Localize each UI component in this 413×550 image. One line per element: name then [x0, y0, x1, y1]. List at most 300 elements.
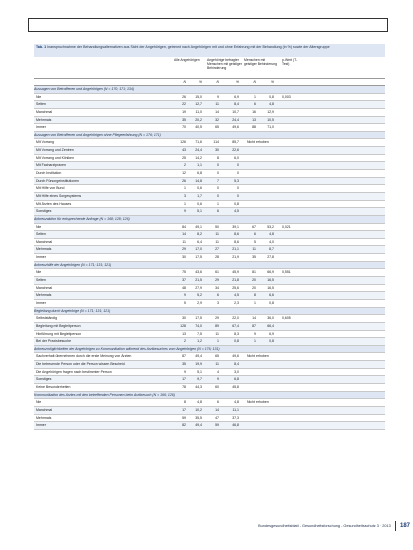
- cell-n-relatives: 11: [215, 102, 219, 107]
- table-row: [34, 277, 385, 285]
- header-relatives-surveyed: Angehörige befragter Menschen mit geistiger Behinderung: [207, 58, 242, 71]
- table-row: [34, 178, 385, 186]
- cell-p-value: [278, 277, 303, 284]
- cell-n-relatives: 0: [217, 163, 219, 168]
- cell-n-relatives: 11: [215, 362, 219, 367]
- row-label: Hinführung mit Begleitperson: [36, 331, 82, 336]
- row-label: Immer: [36, 125, 46, 130]
- row-label: Nie: [36, 224, 42, 229]
- cell-n-all: 26: [182, 178, 186, 183]
- cell-pct-all: 17,5: [195, 316, 202, 321]
- cell-pct-all: 9,7: [197, 377, 202, 382]
- table-row: [34, 239, 385, 247]
- cell-n-relatives: 28: [215, 255, 219, 260]
- cell-n-disabled: 81: [252, 270, 256, 275]
- table-header: [34, 57, 385, 79]
- cell-n-relatives: 6: [217, 400, 219, 405]
- cell-n-relatives: 29: [215, 278, 219, 283]
- cell-pct-relatives: 21,8: [232, 278, 239, 283]
- cell-n-all: 1: [184, 186, 186, 191]
- cell-n-all: 11: [182, 239, 186, 244]
- cell-not-collected: [243, 369, 303, 376]
- table-row: [34, 94, 385, 102]
- table-row: [34, 407, 385, 415]
- table-row: [34, 254, 385, 262]
- cell-n-all: 126: [180, 140, 186, 145]
- cell-pct-relatives: 6,8: [234, 377, 239, 382]
- table-row: [34, 147, 385, 155]
- cell-n-all: 59: [182, 415, 186, 420]
- cell-pct-relatives: 46,8: [232, 423, 239, 428]
- cell-n-all: 17: [182, 377, 186, 382]
- row-label: Nie: [36, 400, 42, 405]
- cell-pct-relatives: 8,3: [234, 331, 239, 336]
- cell-p-value: [278, 117, 303, 124]
- cell-not-collected: [243, 147, 303, 154]
- table-row: [34, 208, 385, 216]
- cell-n-disabled: 6: [254, 102, 256, 107]
- cell-not-collected: Nicht erhoben: [247, 140, 269, 145]
- row-label: Mit Vorrang und Zentren: [36, 148, 74, 153]
- section-label: Aussagen von Betroffenen und Angehörigen (N = 170; 171; 134): [34, 87, 134, 91]
- row-label: Immer: [36, 300, 46, 305]
- cell-pct-disabled: 6,6: [269, 293, 274, 298]
- cell-not-collected: Nicht erhoben: [247, 400, 269, 405]
- cell-n-relatives: 11: [215, 232, 219, 237]
- row-label: Mit Vorrang: [36, 140, 54, 145]
- table-row: [34, 170, 385, 178]
- footer-source: Bundesgesundheitsblatt - Gesundheitsforschung - Gesundheitsschutz 3 · 2013: [258, 524, 391, 528]
- cell-pct-relatives: 3,0: [234, 369, 239, 374]
- cell-pct-relatives: 25,6: [232, 285, 239, 290]
- section-label: Begleitung durch Angehörige (N = 171; 131; 121): [34, 308, 111, 313]
- cell-p-value: [278, 331, 303, 338]
- row-label: Manchmal: [36, 407, 53, 412]
- cell-n-disabled: 87: [252, 323, 256, 328]
- cell-n-all: 1: [184, 201, 186, 206]
- cell-pct-all: 15,0: [195, 94, 202, 99]
- cell-pct-relatives: 11,1: [232, 407, 239, 412]
- cell-pct-disabled: 0,8: [269, 300, 274, 305]
- cell-n-all: 35: [182, 117, 186, 122]
- table-row: [34, 155, 385, 163]
- cell-not-collected: [243, 415, 303, 422]
- cell-pct-disabled: 53,2: [267, 224, 274, 229]
- section-label: Kommunikation des Arztes mit den betreffenden Personen beim Arztbesuch (N = 166; 126): [34, 392, 175, 397]
- cell-pct-relatives: 0: [237, 163, 239, 168]
- cell-pct-all: 17,5: [195, 255, 202, 260]
- row-label: Immer: [36, 423, 46, 428]
- row-label: Mit Hilfe von Bund: [36, 186, 65, 191]
- cell-n-all: 14: [182, 232, 186, 237]
- table-row: [34, 117, 385, 125]
- cell-pct-all: 14,2: [195, 155, 202, 160]
- units-blank: [34, 79, 173, 85]
- table-row: [34, 376, 385, 384]
- cell-pct-disabled: 4,8: [269, 232, 274, 237]
- cell-pct-relatives: 0: [237, 186, 239, 191]
- cell-p-value: [278, 239, 303, 246]
- row-label: Bei der Praxisbesuche: [36, 339, 72, 344]
- row-label: Manchmal: [36, 285, 53, 290]
- cell-pct-all: 5,1: [197, 369, 202, 374]
- cell-n-disabled: 14: [252, 316, 256, 321]
- row-label: Mit Hilfe eines Sorgesystems: [36, 193, 82, 198]
- cell-n-disabled: 11: [252, 247, 256, 252]
- cell-n-relatives: 29: [215, 316, 219, 321]
- cell-pct-all: 12,7: [195, 102, 202, 107]
- cell-pct-all: 4,8: [197, 400, 202, 405]
- cell-n-relatives: 9: [217, 94, 219, 99]
- cell-n-all: 30: [182, 316, 186, 321]
- cell-n-all: 70: [182, 125, 186, 130]
- table-row: [34, 422, 385, 430]
- cell-n-all: 9: [184, 369, 186, 374]
- cell-n-disabled: 13: [252, 117, 256, 122]
- cell-pct-all: 0,6: [197, 201, 202, 206]
- cell-n-relatives: 14: [215, 407, 219, 412]
- cell-n-all: 87: [182, 354, 186, 359]
- cell-not-collected: [243, 384, 303, 391]
- cell-pct-all: 17,0: [195, 247, 202, 252]
- section-row: [34, 346, 385, 354]
- cell-n-all: 35: [182, 362, 186, 367]
- table-row: [34, 338, 385, 346]
- cell-pct-relatives: 4,8: [234, 400, 239, 405]
- cell-p-value: 0,021: [282, 224, 291, 229]
- cell-n-all: 82: [182, 423, 186, 428]
- caption-label: Tab. 1: [36, 45, 47, 49]
- cell-n-all: 29: [182, 247, 186, 252]
- cell-pct-all: 14,8: [195, 178, 202, 183]
- table-row: [34, 231, 385, 239]
- cell-not-collected: [243, 376, 303, 383]
- unit-percent: %: [235, 80, 239, 84]
- page-footer: [200, 521, 410, 531]
- cell-not-collected: [243, 170, 303, 177]
- cell-pct-relatives: 22,0: [232, 316, 239, 321]
- cell-pct-disabled: 36,0: [267, 316, 274, 321]
- section-row: [34, 392, 385, 400]
- cell-n-relatives: 7: [217, 178, 219, 183]
- cell-pct-all: 5,2: [197, 293, 202, 298]
- row-label: Die betreuende Person oder die Person wissen Bescheid: [36, 362, 125, 367]
- cell-n-disabled: 20: [252, 278, 256, 283]
- cell-pct-relatives: 4,5: [234, 209, 239, 214]
- cell-pct-relatives: 21,9: [232, 255, 239, 260]
- cell-not-collected: [243, 185, 303, 192]
- table-row: [34, 315, 385, 323]
- row-label: Nie: [36, 270, 42, 275]
- cell-n-relatives: 0: [217, 171, 219, 176]
- cell-n-relatives: 3: [217, 300, 219, 305]
- cell-not-collected: [243, 422, 303, 429]
- cell-n-all: 12: [182, 171, 186, 176]
- cell-n-relatives: 59: [215, 423, 219, 428]
- cell-pct-relatives: 39,1: [232, 224, 239, 229]
- cell-pct-all: 49,4: [195, 423, 202, 428]
- section-row: [34, 216, 385, 224]
- cell-p-value: [278, 323, 303, 330]
- row-label: Mehrmals: [36, 117, 52, 122]
- cell-pct-disabled: 6,9: [269, 331, 274, 336]
- cell-pct-all: 1,1: [197, 163, 202, 168]
- cell-n-relatives: 30: [215, 148, 219, 153]
- cell-n-relatives: 9: [217, 377, 219, 382]
- cell-n-all: 9: [184, 293, 186, 298]
- cell-n-relatives: 32: [215, 117, 219, 122]
- cell-n-all: 17: [182, 407, 186, 412]
- cell-pct-relatives: 21,1: [232, 247, 239, 252]
- cell-pct-all: 6,4: [197, 239, 202, 244]
- cell-n-relatives: 89: [215, 323, 219, 328]
- cell-n-all: 5: [184, 300, 186, 305]
- unit-n: N: [253, 80, 256, 84]
- table-row: [34, 201, 385, 209]
- cell-pct-relatives: 8,4: [234, 102, 239, 107]
- section-label: Aussagen von Betroffenen und Angehörigen ohne Pflegeerfahrung (N = 176; 171): [34, 132, 161, 137]
- cell-pct-all: 11,0: [195, 109, 202, 114]
- table-row: [34, 361, 385, 369]
- row-label: Keine Besonderheiten: [36, 384, 71, 389]
- cell-n-relatives: 1: [217, 339, 219, 344]
- table-row: [34, 399, 385, 407]
- cell-n-relatives: 6: [217, 293, 219, 298]
- cell-n-all: 2: [184, 339, 186, 344]
- cell-p-value: [278, 246, 303, 253]
- units-row: [34, 79, 385, 86]
- data-table: [34, 44, 385, 430]
- cell-pct-all: 43,6: [195, 270, 202, 275]
- cell-n-disabled: 20: [252, 285, 256, 290]
- cell-pct-all: 49,1: [195, 224, 202, 229]
- cell-pct-relatives: 10,7: [232, 109, 239, 114]
- cell-pct-relatives: 24,4: [232, 117, 239, 122]
- table-row: [34, 292, 385, 300]
- cell-pct-all: 21,5: [195, 278, 202, 283]
- cell-pct-all: 6,8: [197, 171, 202, 176]
- table-row: [34, 246, 385, 254]
- cell-pct-all: 0,6: [197, 186, 202, 191]
- row-label: Durch Fürsorgeinstitutionen: [36, 178, 79, 183]
- cell-p-value: [278, 300, 303, 307]
- row-label: Manchmal: [36, 239, 53, 244]
- cell-n-all: 75: [182, 270, 186, 275]
- cell-pct-relatives: 85,7: [232, 140, 239, 145]
- cell-pct-relatives: 4,5: [234, 293, 239, 298]
- cell-pct-all: 20,2: [195, 117, 202, 122]
- row-label: Mehrmals: [36, 415, 52, 420]
- cell-n-disabled: 35: [252, 255, 256, 260]
- table-row: [34, 369, 385, 377]
- cell-n-relatives: 0: [217, 186, 219, 191]
- cell-pct-all: 1,7: [197, 193, 202, 198]
- table-row: [34, 193, 385, 201]
- row-label: Mehrmals: [36, 293, 52, 298]
- cell-pct-relatives: 6,0: [234, 155, 239, 160]
- cell-pct-disabled: 0,8: [269, 339, 274, 344]
- row-label: Sonstiges: [36, 377, 52, 382]
- row-label: Mit Facharztpraxen: [36, 163, 66, 168]
- page-number: 187: [399, 523, 410, 529]
- cell-p-value: [278, 285, 303, 292]
- row-label: Sachverhalt übernehmen durch die erste Meinung von Ärzten: [36, 354, 132, 359]
- cell-p-value: [278, 101, 303, 108]
- cell-pct-disabled: 66,4: [267, 323, 274, 328]
- cell-n-relatives: 61: [215, 270, 219, 275]
- cell-n-all: 78: [182, 384, 186, 389]
- header-blank: [34, 57, 173, 78]
- row-label: Sonstiges: [36, 209, 52, 214]
- cell-not-collected: [243, 208, 303, 215]
- cell-p-value: 0,605: [282, 316, 291, 321]
- row-label: Mit Ärzten des Hauses: [36, 201, 72, 206]
- cell-pct-all: 44,3: [195, 384, 202, 389]
- table-row: [34, 185, 385, 193]
- cell-pct-all: 1,2: [197, 339, 202, 344]
- cell-n-relatives: 47: [215, 415, 219, 420]
- cell-n-all: 26: [182, 94, 186, 99]
- cell-p-value: [278, 231, 303, 238]
- cell-pct-all: 49,4: [195, 354, 202, 359]
- cell-pct-relatives: 67,4: [232, 323, 239, 328]
- cell-n-all: 2: [184, 163, 186, 168]
- cell-p-value: [278, 124, 303, 131]
- cell-pct-all: 19,9: [195, 362, 202, 367]
- table-row: [34, 384, 385, 392]
- cell-pct-disabled: 4,0: [269, 239, 274, 244]
- row-label: Begleitung mit Begleitperson: [36, 323, 81, 328]
- cell-n-relatives: 11: [215, 239, 219, 244]
- cell-pct-disabled: 16,5: [267, 278, 274, 283]
- section-label: Ankreuzmöglichkeiten der Angehörigen zu Kommunikation während des Arztbesuches vom Angehörigen (N = 176; 131): [34, 346, 220, 351]
- row-label: Selbstständig: [36, 316, 58, 321]
- cell-n-relatives: 8: [217, 155, 219, 160]
- cell-n-disabled: 9: [254, 331, 256, 336]
- cell-pct-all: 7,5: [197, 331, 202, 336]
- cell-n-relatives: 6: [217, 209, 219, 214]
- table-row: [34, 353, 385, 361]
- table-row: [34, 415, 385, 423]
- cell-n-disabled: 8: [254, 293, 256, 298]
- cell-n-relatives: 60: [215, 384, 219, 389]
- cell-pct-all: 8,2: [197, 232, 202, 237]
- cell-n-relatives: 27: [215, 247, 219, 252]
- row-label: Die Angehörigen fragen nach bestimmter Person: [36, 369, 112, 374]
- table-row: [34, 139, 385, 147]
- cell-n-all: 13: [182, 331, 186, 336]
- header-p-value: p-Wert (T-Test): [282, 58, 298, 67]
- row-label: Selten: [36, 232, 46, 237]
- cell-n-disabled: 16: [252, 109, 256, 114]
- cell-p-value: 0,003: [282, 94, 291, 99]
- cell-pct-all: 35,5: [195, 415, 202, 420]
- cell-not-collected: [243, 155, 303, 162]
- cell-n-all: 3: [184, 193, 186, 198]
- table-row: [34, 331, 385, 339]
- section-row: [34, 132, 385, 140]
- cell-n-relatives: 4: [217, 369, 219, 374]
- cell-pct-all: 27,9: [195, 285, 202, 290]
- cell-n-relatives: 65: [215, 125, 219, 130]
- cell-pct-relatives: 45,9: [232, 270, 239, 275]
- section-row: [34, 262, 385, 270]
- section-label: Ankreuzaktion für entsprechende Anfrage (N = 168; 128; 126): [34, 216, 130, 221]
- table-row: [34, 101, 385, 109]
- cell-n-all: 19: [182, 109, 186, 114]
- cell-pct-relatives: 8,6: [234, 239, 239, 244]
- cell-pct-relatives: 0,8: [234, 201, 239, 206]
- cell-not-collected: [243, 201, 303, 208]
- cell-pct-relatives: 5,3: [234, 178, 239, 183]
- cell-not-collected: [243, 407, 303, 414]
- cell-n-disabled: 67: [252, 224, 256, 229]
- cell-not-collected: [243, 193, 303, 200]
- row-label: Immer: [36, 255, 46, 260]
- cell-pct-all: 71,6: [195, 140, 202, 145]
- cell-pct-relatives: 8,4: [234, 362, 239, 367]
- cell-pct-disabled: 8,7: [269, 247, 274, 252]
- section-row: [34, 86, 385, 94]
- cell-pct-relatives: 37,3: [232, 415, 239, 420]
- cell-pct-all: 10,2: [195, 407, 202, 412]
- cell-p-value: 0,551: [282, 270, 291, 275]
- cell-pct-all: 2,9: [197, 300, 202, 305]
- cell-n-disabled: 6: [254, 232, 256, 237]
- cell-not-collected: Nicht erhoben: [247, 354, 269, 359]
- unit-p: [278, 79, 303, 85]
- cell-n-relatives: 34: [215, 285, 219, 290]
- cell-n-disabled: 88: [252, 125, 256, 130]
- cell-pct-disabled: 27,8: [267, 255, 274, 260]
- cell-p-value: [278, 338, 303, 345]
- cell-pct-all: 5,1: [197, 209, 202, 214]
- cell-pct-all: 74,0: [195, 323, 202, 328]
- table-row: [34, 300, 385, 308]
- cell-n-disabled: 5: [254, 239, 256, 244]
- table-row: [34, 224, 385, 232]
- cell-p-value: [278, 109, 303, 116]
- cell-n-relatives: 14: [215, 109, 219, 114]
- cell-not-collected: [243, 178, 303, 185]
- row-label: Selten: [36, 278, 46, 283]
- cell-pct-relatives: 6,9: [234, 94, 239, 99]
- section-label: Ankreuzhilfe der Angehörigen (N = 171; 131; 121): [34, 262, 112, 267]
- row-label: Selten: [36, 102, 46, 107]
- cell-pct-disabled: 10,5: [267, 117, 274, 122]
- cell-n-relatives: 1: [217, 201, 219, 206]
- table-body: [34, 86, 385, 430]
- row-label: Nie: [36, 94, 42, 99]
- cell-n-relatives: 114: [213, 140, 219, 145]
- header-disabled-persons: Menschen mit geistiger Behinderung: [244, 58, 277, 67]
- cell-pct-relatives: 49,6: [232, 354, 239, 359]
- cell-pct-disabled: 4,8: [269, 102, 274, 107]
- cell-pct-all: 24,4: [195, 148, 202, 153]
- cell-pct-all: 40,5: [195, 125, 202, 130]
- table-row: [34, 285, 385, 293]
- cell-pct-disabled: 0,8: [269, 94, 274, 99]
- cell-pct-relatives: 0: [237, 193, 239, 198]
- header-all-relatives: Alle Angehörigen: [174, 58, 200, 62]
- table-row: [34, 162, 385, 170]
- unit-percent: %: [198, 80, 202, 84]
- cell-n-all: 22: [182, 102, 186, 107]
- cell-n-all: 84: [182, 224, 186, 229]
- cell-n-all: 25: [182, 155, 186, 160]
- cell-pct-disabled: 66,9: [267, 270, 274, 275]
- cell-n-disabled: 1: [254, 94, 256, 99]
